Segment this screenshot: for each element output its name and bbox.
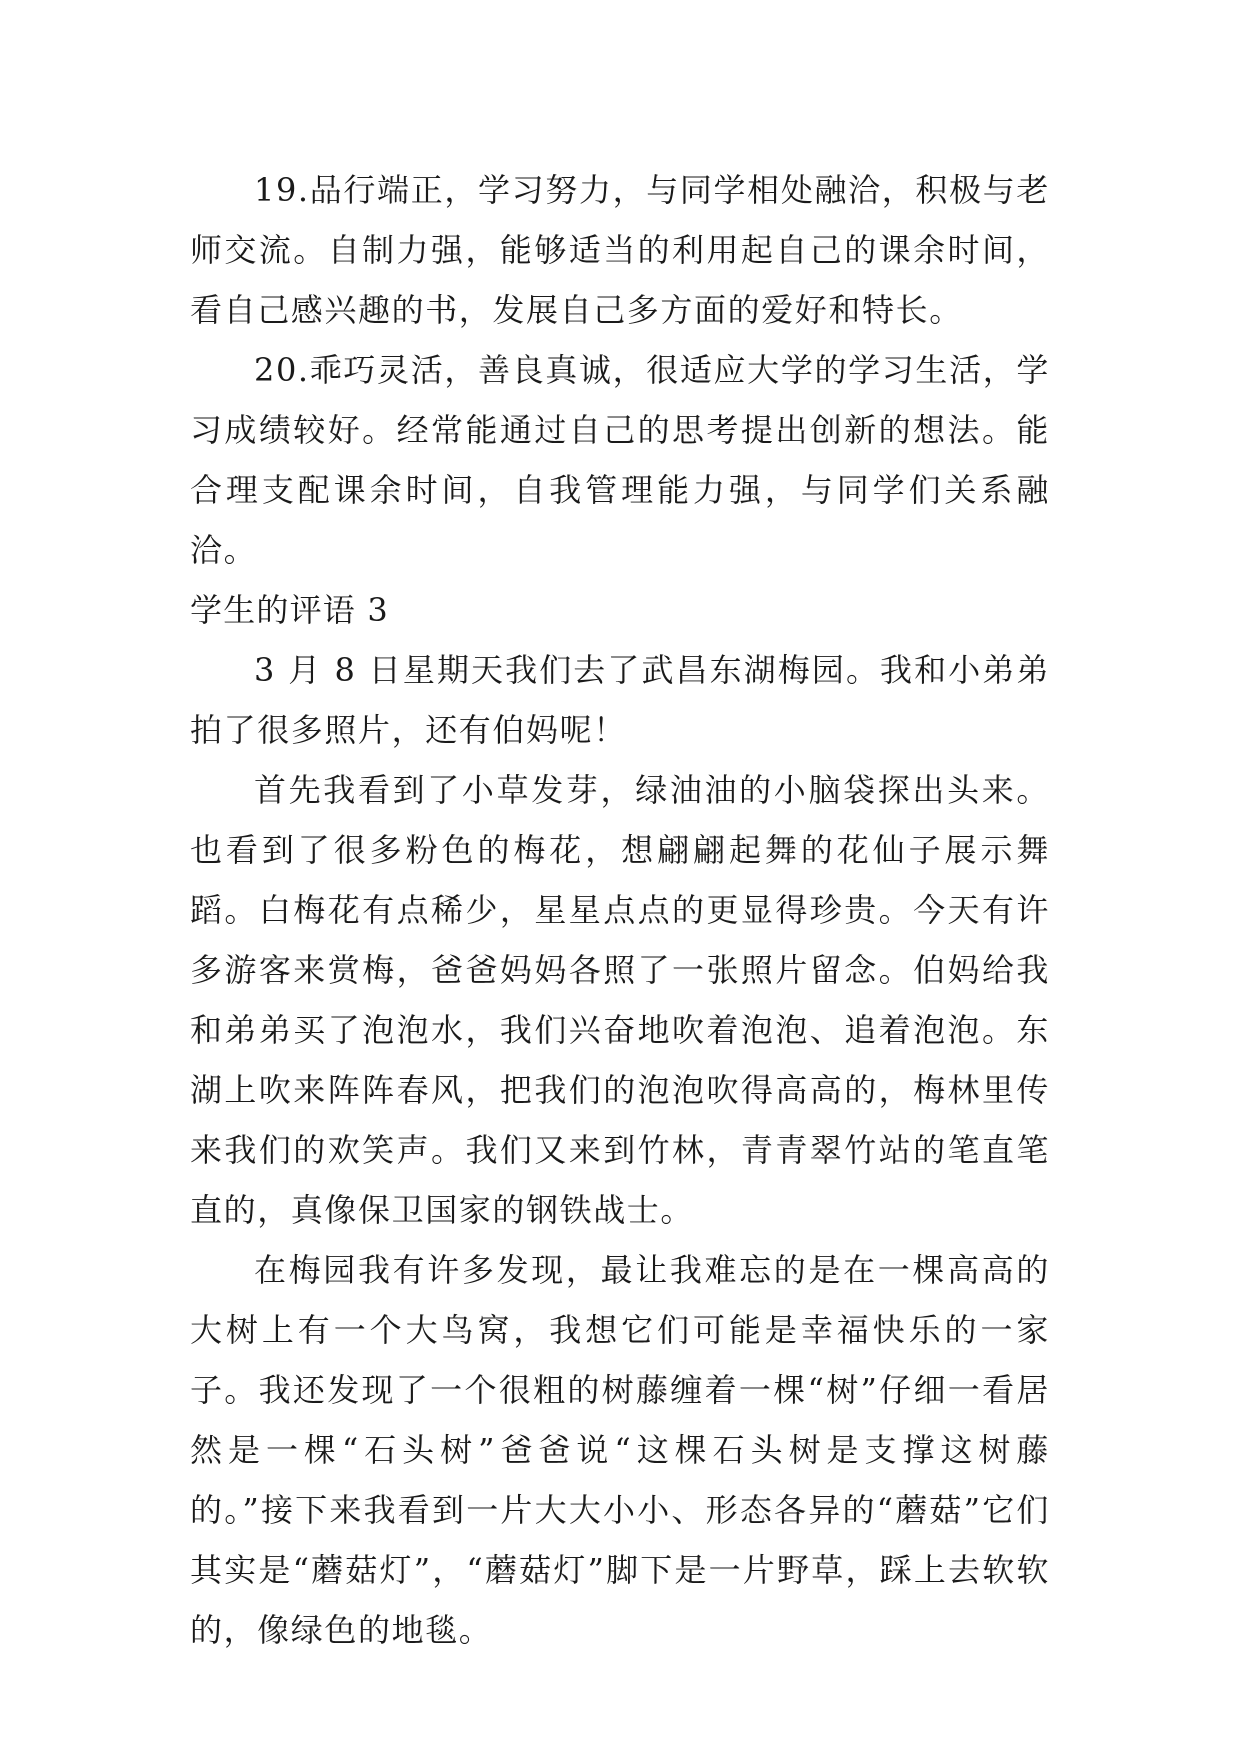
comment-paragraph-19: 19.品行端正，学习努力，与同学相处融洽，积极与老师交流。自制力强，能够适当的利用起自己的课余时间，看自己感兴趣的书，发展自己多方面的爱好和特长。 xyxy=(190,171,1050,329)
section-title: 学生的评语 3 xyxy=(190,591,389,629)
essay-paragraph-1: 3 月 8 日星期天我们去了武昌东湖梅园。我和小弟弟拍了很多照片，还有伯妈呢！ xyxy=(190,651,1050,749)
comment-paragraph-20: 20.乖巧灵活，善良真诚，很适应大学的学习生活，学习成绩较好。经常能通过自己的思考提出创新的想法。能合理支配课余时间，自我管理能力强，与同学们关系融洽。 xyxy=(190,351,1050,569)
document-body xyxy=(190,160,1050,1660)
essay-paragraph-2: 首先我看到了小草发芽，绿油油的小脑袋探出头来。也看到了很多粉色的梅花，想翩翩起舞的花仙子展示舞蹈。白梅花有点稀少，星星点点的更显得珍贵。今天有许多游客来赏梅，爸爸妈妈各照了一张照片留念。伯妈给我和弟弟买了泡泡水，我们兴奋地吹着泡泡、追着泡泡。东湖上吹来阵阵春风，把我们的泡泡吹得高高的，梅林里传来我们的欢笑声。我们又来到竹林，青青翠竹站的笔直笔直的，真像保卫国家的钢铁战士。 xyxy=(190,771,1050,1229)
essay-paragraph-3: 在梅园我有许多发现，最让我难忘的是在一棵高高的大树上有一个大鸟窝，我想它们可能是幸福快乐的一家子。我还发现了一个很粗的树藤缠着一棵“树”仔细一看居然是一棵“石头树”爸爸说“这棵石头树是支撑这树藤的。”接下来我看到一片大大小小、形态各异的“蘑菇”它们其实是“蘑菇灯”，“蘑菇灯”脚下是一片野草，踩上去软软的，像绿色的地毯。 xyxy=(190,1251,1050,1649)
